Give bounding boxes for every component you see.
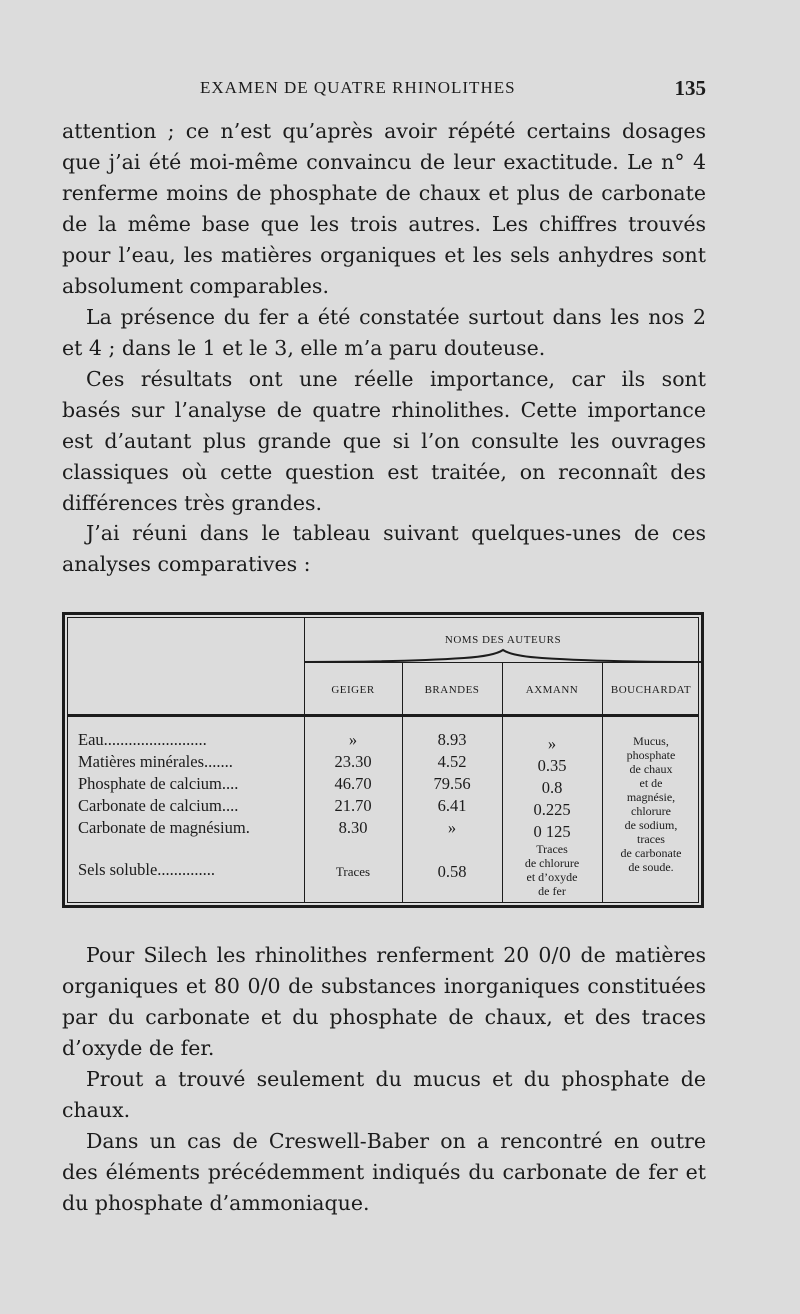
- paragraph-7: [62, 1126, 706, 1219]
- row-label: Matières minérales.......: [78, 752, 233, 771]
- note-line: de chaux: [629, 762, 673, 776]
- text-line: par du carbonate et du phosphate de chaux, et des traces: [62, 1005, 706, 1029]
- table-cell: 0.35: [537, 756, 567, 775]
- comparison-table: [62, 612, 704, 908]
- row-label: Eau.........................: [78, 730, 207, 749]
- note-line: de carbonate: [620, 846, 682, 860]
- table-cell: 0.58: [437, 862, 467, 881]
- paragraph-6: [62, 1064, 706, 1126]
- paragraph-1: [62, 116, 706, 302]
- bouchardat-note: [602, 734, 700, 874]
- text-line: et 4 ; dans le 1 et le 3, elle m’a paru douteuse.: [62, 336, 546, 360]
- text-line: analyses comparatives :: [62, 552, 311, 576]
- table-cell: 6.41: [437, 796, 467, 815]
- note-line: chlorure: [631, 804, 671, 818]
- text-line: chaux.: [62, 1098, 131, 1122]
- table-cell: 0 125: [533, 822, 571, 841]
- table-cell: 0.225: [533, 800, 571, 819]
- table-cell: »: [447, 818, 457, 837]
- column-header: GEIGER: [331, 684, 375, 696]
- running-header: [62, 78, 706, 104]
- row-label: Phosphate de calcium....: [78, 774, 239, 793]
- note-line: de sodium,: [624, 818, 678, 832]
- row-label: Carbonate de calcium....: [78, 796, 239, 815]
- paragraph-4: [62, 518, 706, 580]
- text-line: absolument comparables.: [62, 274, 329, 298]
- note-line: magnésie,: [626, 790, 676, 804]
- column-header: BRANDES: [424, 684, 480, 696]
- paragraph-2: [62, 302, 706, 364]
- note-line: phosphate: [626, 748, 676, 762]
- axmann-note: [502, 842, 602, 898]
- running-title: EXAMEN DE QUATRE RHINOLITHES: [200, 78, 516, 97]
- table-cell: »: [547, 734, 557, 753]
- table-cell: 79.56: [433, 774, 471, 793]
- text-line: classiques où cette question est traitée, on reconnaît des: [62, 460, 706, 484]
- text-line: d’oxyde de fer.: [62, 1036, 215, 1060]
- table-cell: 46.70: [334, 774, 372, 793]
- table-cell: »: [348, 730, 358, 749]
- page-number: 135: [674, 76, 706, 100]
- text-line: Dans un cas de Creswell-Baber on a rencontré en outre: [86, 1129, 706, 1153]
- column-header: BOUCHARDAT: [610, 684, 692, 696]
- row-label: Sels soluble..............: [78, 860, 216, 879]
- note-line: et de: [639, 776, 663, 790]
- note-line: de soude.: [628, 860, 674, 874]
- table-inner-frame: [67, 617, 699, 903]
- text-line: Prout a trouvé seulement du mucus et du phosphate de: [86, 1067, 706, 1091]
- row-label: Carbonate de magnésium.: [78, 818, 250, 837]
- text-line: que j’ai été moi-même convaincu de leur exactitude. Le n° 4: [62, 150, 706, 174]
- text-line: pour l’eau, les matières organiques et les sels anhydres sont: [62, 243, 706, 267]
- header-rule: [304, 662, 698, 663]
- note-line: Mucus,: [633, 734, 669, 748]
- column-header: AXMANN: [525, 684, 579, 696]
- text-line: La présence du fer a été constatée surtout dans les nos 2: [86, 305, 706, 329]
- text-line: Pour Silech les rhinolithes renferment 20 0/0 de matières: [86, 943, 706, 967]
- text-line: J’ai réuni dans le tableau suivant quelques-unes de ces: [86, 521, 706, 545]
- text-line: basés sur l’analyse de quatre rhinolithes. Cette importance: [62, 398, 706, 422]
- text-line: renferme moins de phosphate de chaux et plus de carbonate: [62, 181, 706, 205]
- text-line: est d’autant plus grande que si l’on consulte les ouvrages: [62, 429, 706, 453]
- text-line: différences très grandes.: [62, 491, 323, 515]
- paragraph-3: [62, 364, 706, 519]
- table-cell: 8.30: [338, 818, 368, 837]
- table-cell: 4.52: [437, 752, 467, 771]
- table-cell: 23.30: [334, 752, 372, 771]
- paragraph-5: [62, 940, 706, 1064]
- note-line: Traces: [536, 842, 568, 856]
- note-line: de chlorure: [524, 856, 580, 870]
- text-line: de la même base que les trois autres. Les chiffres trouvés: [62, 212, 706, 236]
- table-cell: 0.8: [541, 778, 563, 797]
- note-line: traces: [637, 832, 665, 846]
- note-line: de fer: [538, 884, 566, 898]
- table-cell: Traces: [335, 864, 371, 879]
- text-line: attention ; ce n’est qu’après avoir répété certains dosages: [62, 119, 706, 143]
- text-line: Ces résultats ont une réelle importance, car ils sont: [86, 367, 706, 391]
- group-header: NOMS DES AUTEURS: [444, 634, 562, 646]
- note-line: et d’oxyde: [526, 870, 578, 884]
- text-line: organiques et 80 0/0 de substances inorganiques constituées: [62, 974, 706, 998]
- header-bottom-rule: [68, 714, 698, 717]
- table-cell: 21.70: [334, 796, 372, 815]
- text-line: des éléments précédemment indiqués du carbonate de fer et: [62, 1160, 706, 1184]
- table-cell: 8.93: [437, 730, 467, 749]
- text-line: du phosphate d’ammoniaque.: [62, 1191, 370, 1215]
